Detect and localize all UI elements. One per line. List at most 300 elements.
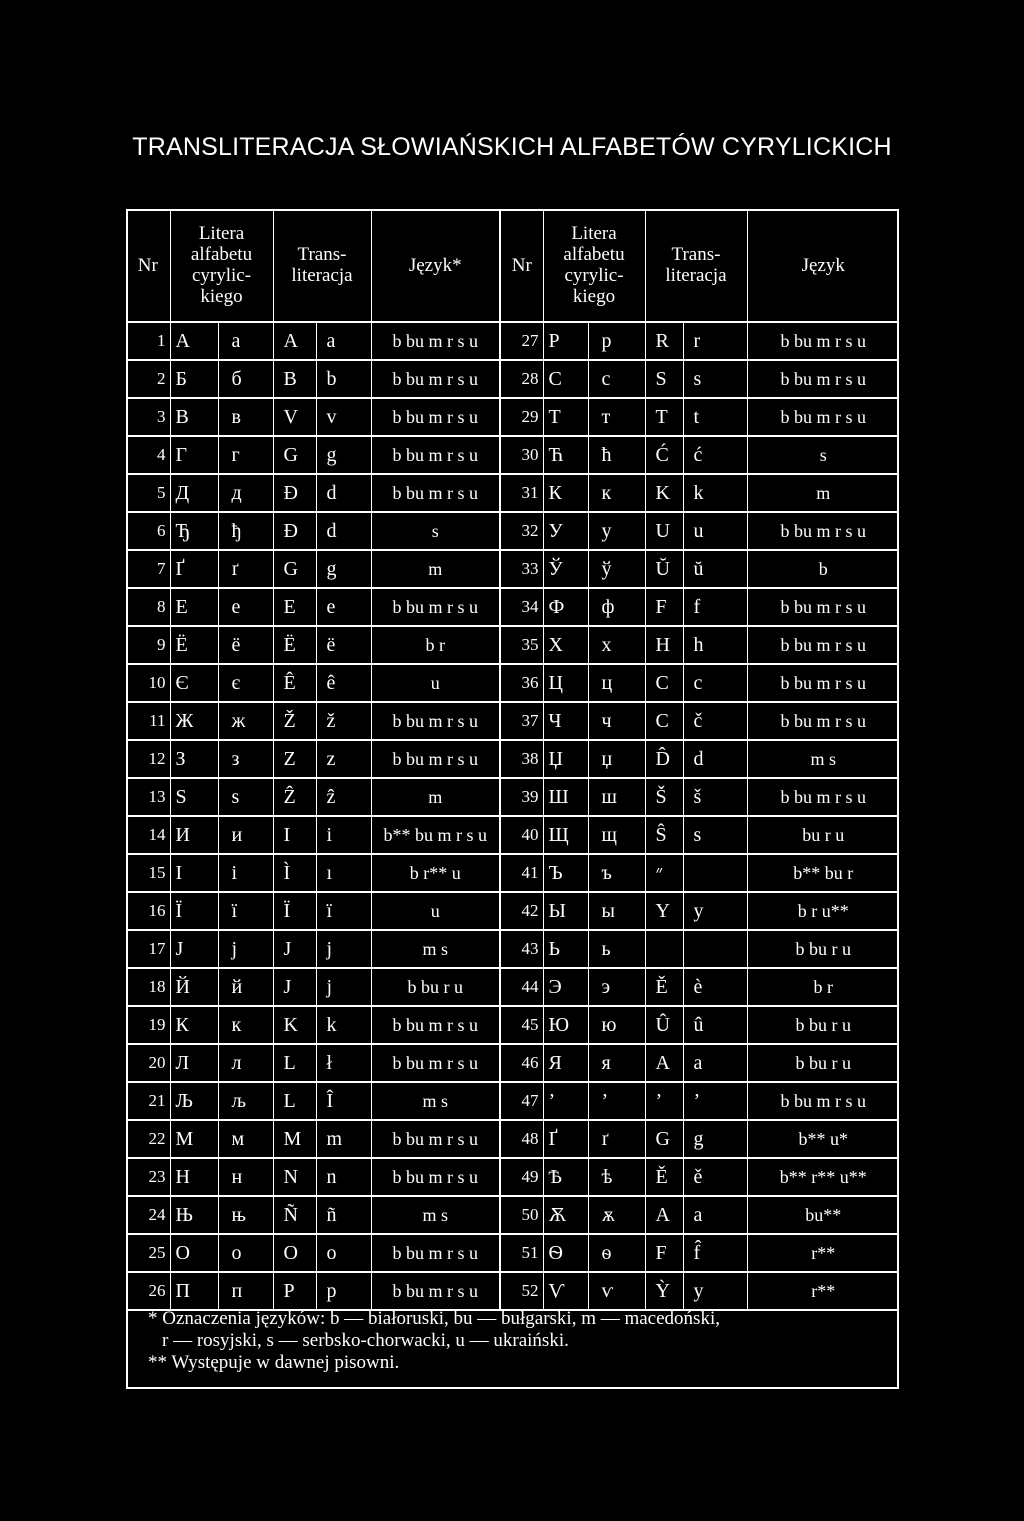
left-cyrillic-upper-cell: З <box>170 740 218 778</box>
right-cyrillic-upper-cell: Ћ <box>543 436 588 474</box>
left-languages-cell: b bu m r s u <box>371 398 500 436</box>
right-nr-cell: 38 <box>500 740 543 778</box>
right-cyrillic-lower-cell: э <box>588 968 645 1006</box>
left-cyrillic-upper-cell: О <box>170 1234 218 1272</box>
right-cyrillic-lower-cell: щ <box>588 816 645 854</box>
right-languages-cell: b bu r u <box>747 930 899 968</box>
right-languages-cell: b** bu r <box>747 854 899 892</box>
right-translit-upper-cell: Ě <box>645 968 683 1006</box>
left-cyrillic-upper-cell: М <box>170 1120 218 1158</box>
left-nr-cell: 20 <box>126 1044 170 1082</box>
left-languages-cell: m <box>371 550 500 588</box>
table-row <box>126 778 899 816</box>
right-nr-cell: 36 <box>500 664 543 702</box>
left-nr-cell: 7 <box>126 550 170 588</box>
right-translit-upper-cell: A <box>645 1044 683 1082</box>
right-cyrillic-upper-cell: Р <box>543 322 588 360</box>
left-cyrillic-lower-cell: д <box>218 474 273 512</box>
right-translit-upper-cell: ״ <box>645 854 683 892</box>
left-languages-cell: b** bu m r s u <box>371 816 500 854</box>
left-nr-cell: 2 <box>126 360 170 398</box>
left-translit-lower-cell: n <box>316 1158 371 1196</box>
right-translit-upper-cell: S <box>645 360 683 398</box>
right-nr-cell: 51 <box>500 1234 543 1272</box>
right-translit-lower-cell: u <box>683 512 747 550</box>
right-translit-upper-cell: Y <box>645 892 683 930</box>
table-row <box>126 702 899 740</box>
right-languages-cell: b r <box>747 968 899 1006</box>
left-translit-lower-cell: a <box>316 322 371 360</box>
right-nr-cell: 40 <box>500 816 543 854</box>
right-nr-cell: 33 <box>500 550 543 588</box>
right-cyrillic-upper-cell: Ф <box>543 588 588 626</box>
right-nr-cell: 41 <box>500 854 543 892</box>
header-translit-line: literacja <box>291 265 353 286</box>
left-languages-cell: s <box>371 512 500 550</box>
left-languages-cell: b bu m r s u <box>371 474 500 512</box>
right-cyrillic-lower-cell: я <box>588 1044 645 1082</box>
left-cyrillic-upper-cell: К <box>170 1006 218 1044</box>
right-cyrillic-upper-cell: Я <box>543 1044 588 1082</box>
left-languages-cell: b r** u <box>371 854 500 892</box>
right-translit-upper-cell: Û <box>645 1006 683 1044</box>
right-translit-upper-cell: F <box>645 1234 683 1272</box>
table-row <box>126 892 899 930</box>
right-translit-lower-cell: š <box>683 778 747 816</box>
right-nr-cell: 43 <box>500 930 543 968</box>
right-translit-lower-cell: ě <box>683 1158 747 1196</box>
left-translit-upper-cell: Ž <box>273 702 316 740</box>
left-cyrillic-upper-cell: П <box>170 1272 218 1310</box>
left-translit-upper-cell: I <box>273 816 316 854</box>
left-languages-cell: u <box>371 892 500 930</box>
left-cyrillic-upper-cell: Ё <box>170 626 218 664</box>
right-translit-lower-cell: y <box>683 1272 747 1310</box>
left-cyrillic-lower-cell: н <box>218 1158 273 1196</box>
left-nr-cell: 14 <box>126 816 170 854</box>
right-languages-cell: bu r u <box>747 816 899 854</box>
right-cyrillic-lower-cell: ѣ <box>588 1158 645 1196</box>
left-nr-cell: 1 <box>126 322 170 360</box>
table-row <box>126 398 899 436</box>
left-translit-lower-cell: v <box>316 398 371 436</box>
right-translit-upper-cell: F <box>645 588 683 626</box>
header-translit-line: Trans- <box>297 244 347 265</box>
right-translit-lower-cell: ŭ <box>683 550 747 588</box>
left-nr-cell: 16 <box>126 892 170 930</box>
left-cyrillic-lower-cell: л <box>218 1044 273 1082</box>
left-languages-cell: m s <box>371 1082 500 1120</box>
left-translit-lower-cell: j <box>316 968 371 1006</box>
right-cyrillic-upper-cell: Ў <box>543 550 588 588</box>
left-translit-upper-cell: Z <box>273 740 316 778</box>
left-translit-upper-cell: G <box>273 550 316 588</box>
left-cyrillic-lower-cell: п <box>218 1272 273 1310</box>
header-translit-left <box>273 209 371 322</box>
right-cyrillic-upper-cell: ’ <box>543 1082 588 1120</box>
right-cyrillic-lower-cell: ѫ <box>588 1196 645 1234</box>
left-cyrillic-lower-cell: о <box>218 1234 273 1272</box>
right-cyrillic-upper-cell: Х <box>543 626 588 664</box>
right-nr-cell: 34 <box>500 588 543 626</box>
left-cyrillic-lower-cell: њ <box>218 1196 273 1234</box>
right-cyrillic-upper-cell: Ъ <box>543 854 588 892</box>
right-languages-cell: bu** <box>747 1196 899 1234</box>
right-translit-lower-cell: a <box>683 1044 747 1082</box>
right-translit-upper-cell: A <box>645 1196 683 1234</box>
left-cyrillic-lower-cell: й <box>218 968 273 1006</box>
table-row <box>126 854 899 892</box>
right-cyrillic-lower-cell: ѵ <box>588 1272 645 1310</box>
left-cyrillic-lower-cell: і <box>218 854 273 892</box>
table-row <box>126 626 899 664</box>
transliteration-table <box>126 209 899 1311</box>
right-languages-cell: b bu m r s u <box>747 360 899 398</box>
right-languages-cell: b bu m r s u <box>747 512 899 550</box>
left-nr-cell: 10 <box>126 664 170 702</box>
left-translit-upper-cell: Ë <box>273 626 316 664</box>
left-translit-upper-cell: Ñ <box>273 1196 316 1234</box>
right-cyrillic-upper-cell: Э <box>543 968 588 1006</box>
left-cyrillic-lower-cell: ѕ <box>218 778 273 816</box>
left-cyrillic-lower-cell: к <box>218 1006 273 1044</box>
right-nr-cell: 48 <box>500 1120 543 1158</box>
left-translit-upper-cell: E <box>273 588 316 626</box>
left-cyrillic-upper-cell: Й <box>170 968 218 1006</box>
header-litera-line: Litera <box>198 223 245 244</box>
right-cyrillic-upper-cell: Ь <box>543 930 588 968</box>
table-row <box>126 1120 899 1158</box>
right-cyrillic-upper-cell: Ѫ <box>543 1196 588 1234</box>
header-litera-line: Litera <box>571 223 617 244</box>
right-translit-lower-cell: d <box>683 740 747 778</box>
right-translit-upper-cell: D̂ <box>645 740 683 778</box>
right-cyrillic-upper-cell: Џ <box>543 740 588 778</box>
header-litera-right <box>543 209 645 322</box>
left-translit-upper-cell: G <box>273 436 316 474</box>
left-cyrillic-lower-cell: г <box>218 436 273 474</box>
left-nr-cell: 15 <box>126 854 170 892</box>
left-translit-lower-cell: g <box>316 550 371 588</box>
left-cyrillic-upper-cell: В <box>170 398 218 436</box>
right-translit-upper-cell: Ỳ <box>645 1272 683 1310</box>
left-languages-cell: u <box>371 664 500 702</box>
right-cyrillic-upper-cell: С <box>543 360 588 398</box>
right-languages-cell: b bu m r s u <box>747 322 899 360</box>
left-translit-upper-cell: L <box>273 1044 316 1082</box>
right-translit-upper-cell: ’ <box>645 1082 683 1120</box>
right-translit-upper-cell: C <box>645 664 683 702</box>
header-translit-right <box>645 209 747 322</box>
left-translit-upper-cell: L <box>273 1082 316 1120</box>
right-translit-upper-cell: H <box>645 626 683 664</box>
right-languages-cell: b bu r u <box>747 1044 899 1082</box>
left-cyrillic-upper-cell: Е <box>170 588 218 626</box>
left-translit-upper-cell: Ì <box>273 854 316 892</box>
right-translit-upper-cell: Ć <box>645 436 683 474</box>
left-nr-cell: 11 <box>126 702 170 740</box>
right-cyrillic-upper-cell: Ы <box>543 892 588 930</box>
right-cyrillic-lower-cell: с <box>588 360 645 398</box>
right-cyrillic-upper-cell: Щ <box>543 816 588 854</box>
right-cyrillic-lower-cell: ґ <box>588 1120 645 1158</box>
left-cyrillic-upper-cell: Ѕ <box>170 778 218 816</box>
left-nr-cell: 21 <box>126 1082 170 1120</box>
right-translit-lower-cell: k <box>683 474 747 512</box>
right-translit-upper-cell: R <box>645 322 683 360</box>
left-translit-lower-cell: ž <box>316 702 371 740</box>
header-row <box>126 209 899 322</box>
left-languages-cell: b bu m r s u <box>371 322 500 360</box>
left-cyrillic-upper-cell: Љ <box>170 1082 218 1120</box>
left-translit-upper-cell: M <box>273 1120 316 1158</box>
left-translit-upper-cell: N <box>273 1158 316 1196</box>
left-cyrillic-lower-cell: ї <box>218 892 273 930</box>
right-nr-cell: 45 <box>500 1006 543 1044</box>
table-row <box>126 930 899 968</box>
left-languages-cell: b bu m r s u <box>371 1158 500 1196</box>
right-languages-cell: b bu m r s u <box>747 702 899 740</box>
right-languages-cell: b bu r u <box>747 1006 899 1044</box>
right-translit-lower-cell: ’ <box>683 1082 747 1120</box>
right-translit-upper-cell <box>645 930 683 968</box>
left-translit-lower-cell: d <box>316 512 371 550</box>
left-translit-lower-cell: ı <box>316 854 371 892</box>
right-cyrillic-lower-cell: р <box>588 322 645 360</box>
left-cyrillic-lower-cell: м <box>218 1120 273 1158</box>
left-translit-lower-cell: ł <box>316 1044 371 1082</box>
left-cyrillic-upper-cell: Ђ <box>170 512 218 550</box>
right-languages-cell: b bu m r s u <box>747 778 899 816</box>
table-row <box>126 968 899 1006</box>
table-row <box>126 360 899 398</box>
right-cyrillic-lower-cell: к <box>588 474 645 512</box>
left-nr-cell: 6 <box>126 512 170 550</box>
right-cyrillic-lower-cell: ь <box>588 930 645 968</box>
right-translit-lower-cell <box>683 930 747 968</box>
table-row <box>126 1272 899 1310</box>
header-litera-left <box>170 209 273 322</box>
left-cyrillic-lower-cell: ґ <box>218 550 273 588</box>
right-cyrillic-upper-cell: Ц <box>543 664 588 702</box>
right-nr-cell: 39 <box>500 778 543 816</box>
header-litera-line: alfabetu <box>563 244 625 265</box>
right-translit-lower-cell: t <box>683 398 747 436</box>
left-nr-cell: 13 <box>126 778 170 816</box>
left-cyrillic-lower-cell: б <box>218 360 273 398</box>
table-body <box>126 322 899 1310</box>
left-translit-upper-cell: B <box>273 360 316 398</box>
right-translit-lower-cell <box>683 854 747 892</box>
left-nr-cell: 24 <box>126 1196 170 1234</box>
left-languages-cell: b bu m r s u <box>371 1272 500 1310</box>
right-languages-cell: b bu m r s u <box>747 626 899 664</box>
right-cyrillic-lower-cell: ћ <box>588 436 645 474</box>
right-cyrillic-upper-cell: Т <box>543 398 588 436</box>
right-languages-cell: b** u* <box>747 1120 899 1158</box>
right-cyrillic-upper-cell: К <box>543 474 588 512</box>
left-languages-cell: b bu m r s u <box>371 360 500 398</box>
left-cyrillic-lower-cell: з <box>218 740 273 778</box>
right-cyrillic-lower-cell: ’ <box>588 1082 645 1120</box>
right-translit-lower-cell: ć <box>683 436 747 474</box>
left-cyrillic-upper-cell: Г <box>170 436 218 474</box>
footnote-line: * Oznaczenia języków: b — białoruski, bu — bułgarski, m — macedoński, <box>148 1308 720 1329</box>
left-nr-cell: 23 <box>126 1158 170 1196</box>
left-cyrillic-lower-cell: ё <box>218 626 273 664</box>
left-cyrillic-lower-cell: в <box>218 398 273 436</box>
header-jezyk-left: Język* <box>371 209 500 322</box>
table-row <box>126 1234 899 1272</box>
left-translit-upper-cell: Ê <box>273 664 316 702</box>
left-nr-cell: 26 <box>126 1272 170 1310</box>
left-translit-upper-cell: P <box>273 1272 316 1310</box>
left-nr-cell: 12 <box>126 740 170 778</box>
right-languages-cell: r** <box>747 1272 899 1310</box>
left-cyrillic-upper-cell: А <box>170 322 218 360</box>
right-nr-cell: 44 <box>500 968 543 1006</box>
header-litera-line: kiego <box>572 286 616 307</box>
right-cyrillic-lower-cell: ш <box>588 778 645 816</box>
right-translit-lower-cell: f̂ <box>683 1234 747 1272</box>
left-translit-upper-cell: K <box>273 1006 316 1044</box>
table-row <box>126 474 899 512</box>
left-cyrillic-upper-cell: Д <box>170 474 218 512</box>
right-languages-cell: b bu m r s u <box>747 588 899 626</box>
right-translit-lower-cell: a <box>683 1196 747 1234</box>
right-languages-cell: m s <box>747 740 899 778</box>
left-nr-cell: 17 <box>126 930 170 968</box>
left-cyrillic-upper-cell: Л <box>170 1044 218 1082</box>
left-translit-upper-cell: Đ <box>273 512 316 550</box>
table-row <box>126 740 899 778</box>
left-cyrillic-upper-cell: Њ <box>170 1196 218 1234</box>
left-cyrillic-upper-cell: Б <box>170 360 218 398</box>
left-cyrillic-lower-cell: ј <box>218 930 273 968</box>
right-languages-cell: s <box>747 436 899 474</box>
left-nr-cell: 9 <box>126 626 170 664</box>
left-translit-upper-cell: O <box>273 1234 316 1272</box>
header-translit-line: Trans- <box>671 244 721 265</box>
left-languages-cell: b r <box>371 626 500 664</box>
right-languages-cell: b <box>747 550 899 588</box>
right-translit-upper-cell: T <box>645 398 683 436</box>
right-languages-cell: b bu m r s u <box>747 664 899 702</box>
left-translit-upper-cell: Ï <box>273 892 316 930</box>
right-nr-cell: 47 <box>500 1082 543 1120</box>
right-languages-cell: b** r** u** <box>747 1158 899 1196</box>
header-litera-line: cyrylic- <box>191 265 252 286</box>
left-cyrillic-upper-cell: Ј <box>170 930 218 968</box>
right-languages-cell: b r u** <box>747 892 899 930</box>
left-translit-lower-cell: i <box>316 816 371 854</box>
footnotes <box>148 1308 888 1374</box>
left-translit-lower-cell: ë <box>316 626 371 664</box>
right-languages-cell: r** <box>747 1234 899 1272</box>
right-cyrillic-lower-cell: ч <box>588 702 645 740</box>
right-cyrillic-lower-cell: ю <box>588 1006 645 1044</box>
left-cyrillic-lower-cell: ђ <box>218 512 273 550</box>
left-cyrillic-upper-cell: Ї <box>170 892 218 930</box>
right-nr-cell: 30 <box>500 436 543 474</box>
left-translit-upper-cell: J <box>273 968 316 1006</box>
left-translit-lower-cell: ï <box>316 892 371 930</box>
right-cyrillic-lower-cell: ы <box>588 892 645 930</box>
right-nr-cell: 27 <box>500 322 543 360</box>
left-translit-lower-cell: d <box>316 474 371 512</box>
table-row <box>126 322 899 360</box>
left-nr-cell: 19 <box>126 1006 170 1044</box>
right-languages-cell: b bu m r s u <box>747 398 899 436</box>
right-cyrillic-lower-cell: ў <box>588 550 645 588</box>
right-nr-cell: 29 <box>500 398 543 436</box>
table-row <box>126 436 899 474</box>
footnote-line: ** Występuje w dawnej pisowni. <box>148 1352 400 1373</box>
right-translit-upper-cell: U <box>645 512 683 550</box>
left-translit-upper-cell: Ẑ <box>273 778 316 816</box>
right-cyrillic-lower-cell: ѳ <box>588 1234 645 1272</box>
right-nr-cell: 28 <box>500 360 543 398</box>
left-translit-lower-cell: m <box>316 1120 371 1158</box>
left-nr-cell: 25 <box>126 1234 170 1272</box>
left-nr-cell: 4 <box>126 436 170 474</box>
table-row <box>126 588 899 626</box>
left-languages-cell: b bu m r s u <box>371 740 500 778</box>
right-cyrillic-lower-cell: х <box>588 626 645 664</box>
right-cyrillic-upper-cell: Ч <box>543 702 588 740</box>
left-cyrillic-upper-cell: Є <box>170 664 218 702</box>
left-translit-lower-cell: k <box>316 1006 371 1044</box>
header-litera-line: alfabetu <box>190 244 253 265</box>
table-row <box>126 1158 899 1196</box>
page-title: TRANSLITERACJA SŁOWIAŃSKICH ALFABETÓW CYRYLICKICH <box>132 133 892 161</box>
left-languages-cell: b bu m r s u <box>371 1044 500 1082</box>
right-nr-cell: 42 <box>500 892 543 930</box>
right-cyrillic-upper-cell: Ґ <box>543 1120 588 1158</box>
left-translit-upper-cell: V <box>273 398 316 436</box>
right-cyrillic-upper-cell: Ѳ <box>543 1234 588 1272</box>
table-row <box>126 1044 899 1082</box>
right-cyrillic-upper-cell: У <box>543 512 588 550</box>
right-translit-lower-cell: č <box>683 702 747 740</box>
right-translit-lower-cell: s <box>683 816 747 854</box>
table-row <box>126 1006 899 1044</box>
header-translit-line: literacja <box>665 265 727 286</box>
left-languages-cell: m s <box>371 1196 500 1234</box>
table-row <box>126 816 899 854</box>
right-translit-lower-cell: è <box>683 968 747 1006</box>
left-nr-cell: 5 <box>126 474 170 512</box>
left-cyrillic-lower-cell: и <box>218 816 273 854</box>
left-languages-cell: b bu r u <box>371 968 500 1006</box>
right-cyrillic-upper-cell: Ѵ <box>543 1272 588 1310</box>
right-translit-lower-cell: f <box>683 588 747 626</box>
right-translit-lower-cell: û <box>683 1006 747 1044</box>
right-translit-lower-cell: h <box>683 626 747 664</box>
left-translit-lower-cell: Î <box>316 1082 371 1120</box>
right-cyrillic-lower-cell: џ <box>588 740 645 778</box>
right-languages-cell: m <box>747 474 899 512</box>
left-translit-lower-cell: z <box>316 740 371 778</box>
left-languages-cell: b bu m r s u <box>371 1006 500 1044</box>
right-cyrillic-upper-cell: Ш <box>543 778 588 816</box>
table-row <box>126 1196 899 1234</box>
right-translit-lower-cell: g <box>683 1120 747 1158</box>
left-nr-cell: 3 <box>126 398 170 436</box>
left-translit-upper-cell: J <box>273 930 316 968</box>
left-languages-cell: b bu m r s u <box>371 702 500 740</box>
right-nr-cell: 50 <box>500 1196 543 1234</box>
